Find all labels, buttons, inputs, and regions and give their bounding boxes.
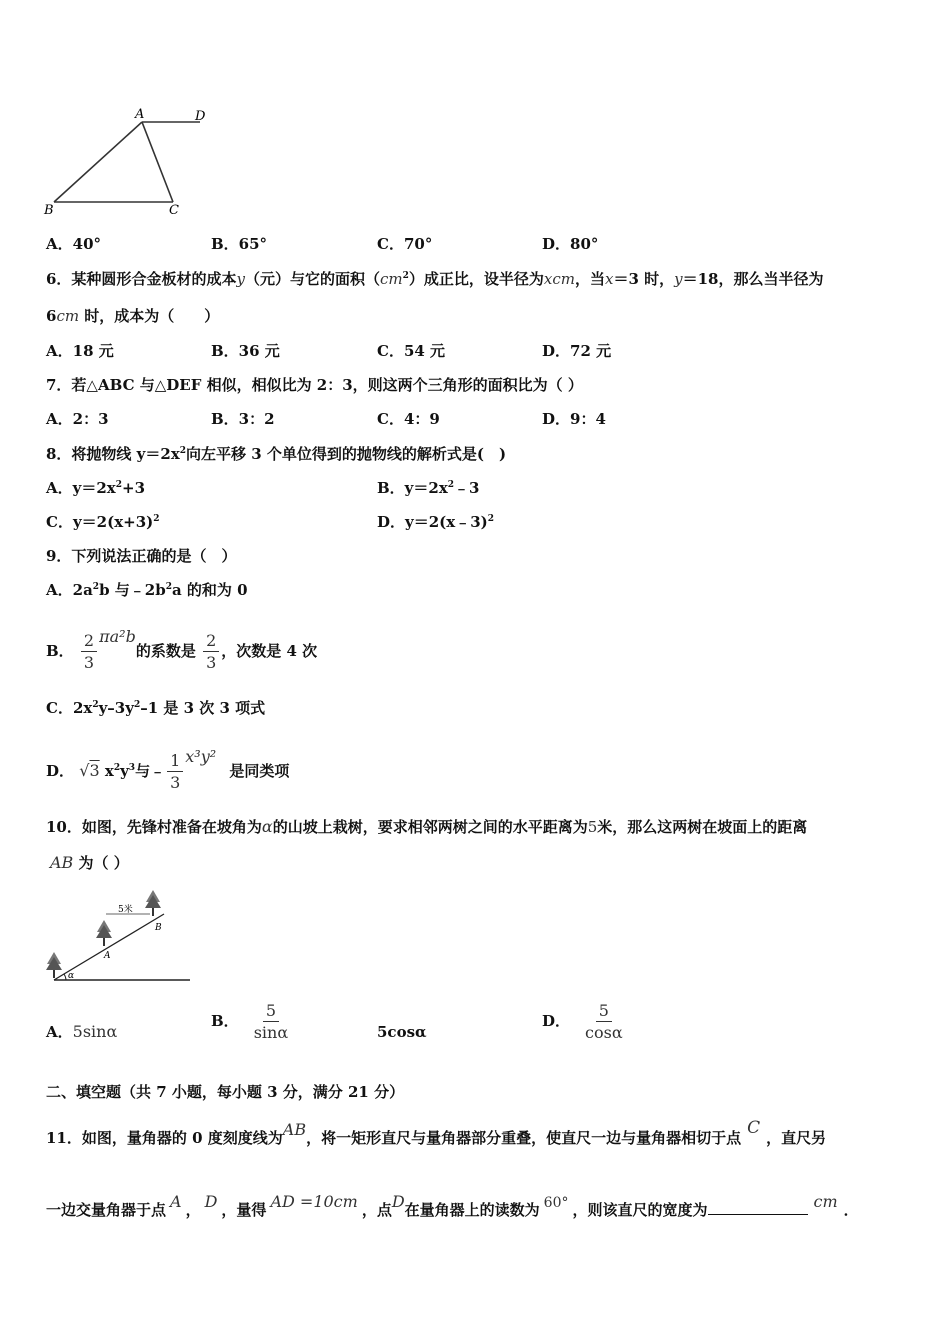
fraction-one-third: $\frac{1}{3}$ [167,751,183,794]
q6-option-c[interactable]: C．54 元 [377,342,446,360]
segment-ac [142,122,173,202]
fraction-5-over-sin: $\frac{5}{\sin\alpha}$ [253,1000,289,1042]
q10-option-a[interactable]: A．5sinα [46,1022,118,1041]
q10-option-b[interactable]: B． $\frac{5}{\sin\alpha}$ [211,998,293,1044]
q8-stem: 8．将抛物线 $y=2x^2$向左平移 3 个单位得到的抛物线的解析式是( ) [46,445,507,463]
q8-option-c[interactable]: C．$y=2(x+3)^2$ [46,513,160,531]
label-a: A [104,951,111,961]
q7-stem: 7．若△ABC 与△DEF 相似，相似比为 2：3，则这两个三角形的面积比为（ ） [46,376,583,394]
q11-line2: 一边交量角器于点 A ， D ，量得 AD =10cm ，点D在量角器上的读数为 60° ，则该直尺的宽度为 cm ． [46,1192,859,1219]
q6-option-d[interactable]: D．72 元 [542,342,612,360]
q6-option-a[interactable]: A．18 元 [46,342,114,360]
slope-figure [40,884,200,988]
q6-stem-line2: 6cm 时，成本为（ ） [46,307,220,325]
label-a: A [135,107,145,122]
q7-option-b[interactable]: B．3：2 [211,410,275,428]
fraction-two-thirds-2: $\frac{2}{3}$ [203,631,219,674]
segment-ab [54,122,142,202]
q5-option-b[interactable]: B．65° [211,235,268,253]
q7-option-a[interactable]: A．2：3 [46,410,109,428]
fraction-5-over-cos: $\frac{5}{\cos\alpha}$ [585,1000,623,1042]
q5-option-d[interactable]: D．80° [542,235,599,253]
label-alpha: α [68,971,75,981]
q8-option-d[interactable]: D．y＝2(x﹣3)$^2$ [377,513,495,531]
label-5m: 5米 [118,905,133,915]
label-b: B [155,923,162,933]
q10-stem-line2: AB 为（ ） [50,853,129,872]
q6-option-b[interactable]: B．36 元 [211,342,280,360]
label-c: C [169,203,179,218]
tree-icon [46,952,62,978]
answer-blank[interactable] [708,1200,808,1215]
tree-icon-b [145,890,161,916]
label-b: B [44,203,54,218]
q9-stem: 9．下列说法正确的是（ ） [46,547,237,565]
q8-option-b[interactable]: B．$y=2x^2﹣3$ [377,479,480,497]
q5-option-c[interactable]: C．70° [377,235,433,253]
q10-option-c[interactable]: 5cosα [377,1023,427,1041]
angle-arc [64,974,66,980]
section2-title: 二、填空题（共 7 小题，每小题 3 分，满分 21 分） [46,1083,405,1101]
q9-option-b[interactable]: B． $\frac{2}{3}$ πa²b的系数是 $\frac{2}{3}$ ，次数是 4 次 [46,627,318,672]
label-d: D [195,109,206,124]
triangle-figure [40,102,220,220]
q10-stem-line1: 10．如图，先锋村准备在坡角为α的山坡上栽树，要求相邻两树之间的水平距离为5米，那么这两树在坡面上的距离 [46,817,808,836]
q9-option-c[interactable]: C．$2x^2y-3y^2-1$ 是 3 次 3 项式 [46,699,266,717]
q9-option-d[interactable]: D． √3 $x^2y^3$与﹣ $\frac{1}{3}$ x³y² 是同类项 [46,747,290,792]
tree-icon-a [96,920,112,946]
q5-option-a[interactable]: A．40° [46,235,102,253]
q9-option-a[interactable]: A．$2a^2b$ 与$﹣2b^2a$ 的和为 0 [46,581,248,599]
q10-option-d[interactable]: D． $\frac{5}{\cos\alpha}$ [542,998,628,1044]
q8-option-a[interactable]: A．$y=2x^2+3$ [46,479,146,497]
q7-option-c[interactable]: C．4：9 [377,410,440,428]
fraction-two-thirds: $\frac{2}{3}$ [81,631,97,674]
q7-option-d[interactable]: D．9：4 [542,410,606,428]
q11-line1: 11．如图，量角器的 0 度刻度线为AB，将一矩形直尺与量角器部分重叠，使直尺一边与量角器相切于点 C ，直尺另 [46,1118,827,1147]
q6-stem-line1: 6．某种圆形合金板材的成本y（元）与它的面积$(cm^2)$成正比，设半径为xcm，当x＝3 时，y＝18，那么当半径为 [46,270,824,288]
